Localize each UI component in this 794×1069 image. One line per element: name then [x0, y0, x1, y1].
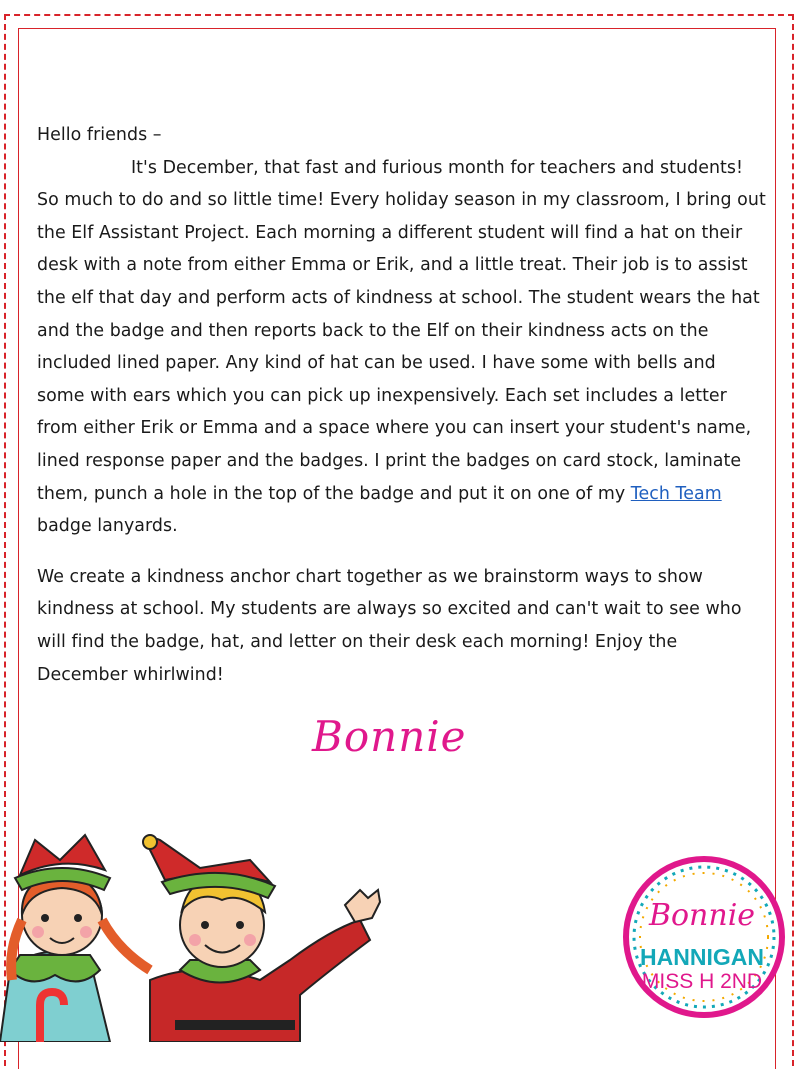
greeting: Hello friends – [37, 125, 162, 145]
signature: Bonnie [312, 712, 467, 761]
tech-team-link[interactable]: Tech Team [630, 483, 722, 504]
letter-body [37, 119, 767, 691]
paragraph-1-end: badge lanyards. [37, 516, 178, 537]
brand-logo [622, 852, 792, 1022]
logo-line-1: Bonnie [648, 898, 756, 933]
elves-illustration [0, 820, 400, 1042]
logo-badge-icon [622, 852, 792, 1022]
logo-line-3: MISS H 2ND [641, 970, 763, 993]
elf-girl-icon [0, 835, 150, 1042]
logo-line-2: HANNIGAN [640, 944, 764, 970]
paragraph-1 [37, 152, 767, 543]
paragraph-2: We create a kindness anchor chart together as we brainstorm ways to show kindness at school. My students are always so excited and can't wait to see who will find the badge, hat, and letter on their desk each morning! Enjoy the December whirlwind! [37, 566, 742, 685]
paragraph-1-text: It's December, that fast and furious month for teachers and students! So much to do and so little time! Every holiday season in my classroom, I bring out the Elf Assistant Project. Each morning a different student will find a hat on their desk with a note from either Emma or Erik, and a little treat. Their job is to assist the elf that day and perform acts of kindness at school. The student wears the hat and the badge and then reports back to the Elf on their kindness acts on the included lined paper. Any kind of hat can be used. I have some with bells and some with ears which you can pick up inexpensively. Each set includes a letter from either Erik or Emma and a space where you can insert your student's name, lined response paper and the badges. I print the badges on card stock, laminate them, punch a hole in the top of the badge and put it on one of my [37, 157, 766, 504]
elf-boy-icon [143, 835, 380, 1042]
